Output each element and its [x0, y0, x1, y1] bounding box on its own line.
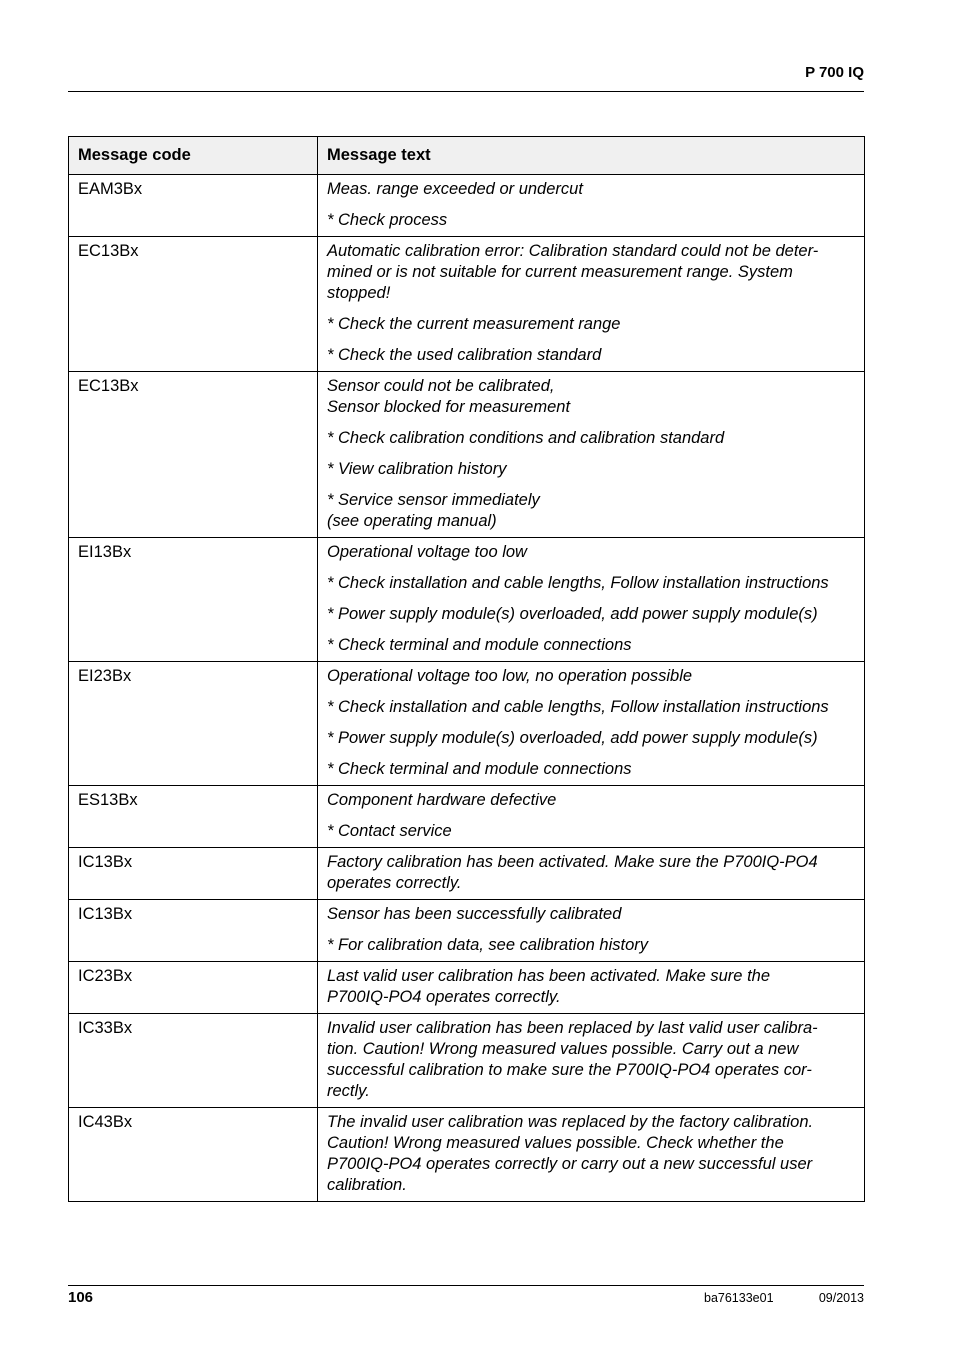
column-header-message-text: Message text — [318, 137, 865, 175]
message-text-cell — [318, 786, 865, 848]
table-row — [69, 662, 865, 786]
message-text-cell — [318, 900, 865, 962]
page-header-title: P 700 IQ — [805, 64, 864, 81]
message-text-paragraph: * Power supply module(s) overloaded, add power supply module(s) — [327, 605, 818, 623]
message-text-paragraph: Automatic calibration error: Calibration standard could not be deter- mined or is not suitable for current measurement range. System stopped! — [327, 242, 819, 302]
message-text-paragraph: * Check the used calibration standard — [327, 346, 602, 364]
message-text-paragraph: Sensor could not be calibrated, Sensor blocked for measurement — [327, 377, 571, 416]
message-text-paragraph: * Check process — [327, 211, 448, 229]
message-text-paragraph: * Check terminal and module connections — [327, 636, 632, 654]
message-text-paragraph: Operational voltage too low, no operation possible — [327, 667, 693, 685]
message-text-paragraph: Factory calibration has been activated. Make sure the P700IQ-PO4 operates correctly. — [327, 853, 818, 892]
message-code-cell: IC33Bx — [69, 1014, 318, 1108]
column-header-message-code: Message code — [69, 137, 318, 175]
table-row — [69, 372, 865, 538]
message-text-cell — [318, 538, 865, 662]
footer-divider — [68, 1285, 864, 1286]
message-code-cell: IC23Bx — [69, 962, 318, 1014]
message-text-paragraph: * For calibration data, see calibration history — [327, 936, 648, 954]
message-text-paragraph: Meas. range exceeded or undercut — [327, 180, 583, 198]
table-row — [69, 900, 865, 962]
message-text-paragraph: Invalid user calibration has been replaced by last valid user calibra- tion. Caution! Wrong measured values possible. Carry out a new successful calibration to make sure the P700IQ-PO4 operates cor- rectly. — [327, 1019, 818, 1100]
message-text-cell — [318, 1108, 865, 1202]
message-text-cell — [318, 372, 865, 538]
message-code-cell: ES13Bx — [69, 786, 318, 848]
message-table — [68, 136, 865, 1202]
table-row — [69, 1108, 865, 1202]
header-divider — [68, 91, 864, 92]
message-text-cell — [318, 237, 865, 372]
message-text-paragraph: * Check calibration conditions and calibration standard — [327, 429, 725, 447]
table-row — [69, 538, 865, 662]
message-text-cell — [318, 1014, 865, 1108]
message-text-paragraph: * Check installation and cable lengths, Follow installation instructions — [327, 574, 829, 592]
message-text-cell — [318, 662, 865, 786]
message-code-cell: EC13Bx — [69, 237, 318, 372]
table-row — [69, 786, 865, 848]
message-text-paragraph: * View calibration history — [327, 460, 507, 478]
message-text-paragraph: Sensor has been successfully calibrated — [327, 905, 622, 923]
message-code-cell: IC13Bx — [69, 900, 318, 962]
message-text-paragraph: * Check installation and cable lengths, Follow installation instructions — [327, 698, 829, 716]
message-code-cell: EI13Bx — [69, 538, 318, 662]
table-row — [69, 237, 865, 372]
message-text-paragraph: The invalid user calibration was replaced by the factory calibration. Caution! Wrong measured values possible. Check whether the P700IQ-PO4 operates correctly or carry out a new successful user calibration. — [327, 1113, 814, 1194]
message-code-cell: IC13Bx — [69, 848, 318, 900]
table-row — [69, 848, 865, 900]
message-text-cell — [318, 848, 865, 900]
message-code-cell: EI23Bx — [69, 662, 318, 786]
message-code-cell: EAM3Bx — [69, 175, 318, 237]
message-text-paragraph: * Contact service — [327, 822, 452, 840]
message-text-paragraph: Operational voltage too low — [327, 543, 527, 561]
message-code-cell: EC13Bx — [69, 372, 318, 538]
message-text-paragraph: Component hardware defective — [327, 791, 557, 809]
message-text-paragraph: Last valid user calibration has been activated. Make sure the P700IQ-PO4 operates correctly. — [327, 967, 771, 1006]
message-text-paragraph: * Service sensor immediately (see operating manual) — [327, 491, 540, 530]
page-number: 106 — [68, 1289, 94, 1306]
message-text-paragraph: * Check the current measurement range — [327, 315, 621, 333]
message-text-cell — [318, 175, 865, 237]
table-header-row — [69, 137, 865, 175]
message-text-paragraph: * Check terminal and module connections — [327, 760, 632, 778]
table-row — [69, 1014, 865, 1108]
message-text-cell — [318, 962, 865, 1014]
table-row — [69, 175, 865, 237]
message-code-cell: IC43Bx — [69, 1108, 318, 1202]
table-row — [69, 962, 865, 1014]
table-body — [69, 175, 865, 1202]
document-id: ba76133e01 — [704, 1291, 774, 1305]
document-date: 09/2013 — [818, 1291, 864, 1305]
message-text-paragraph: * Power supply module(s) overloaded, add power supply module(s) — [327, 729, 818, 747]
